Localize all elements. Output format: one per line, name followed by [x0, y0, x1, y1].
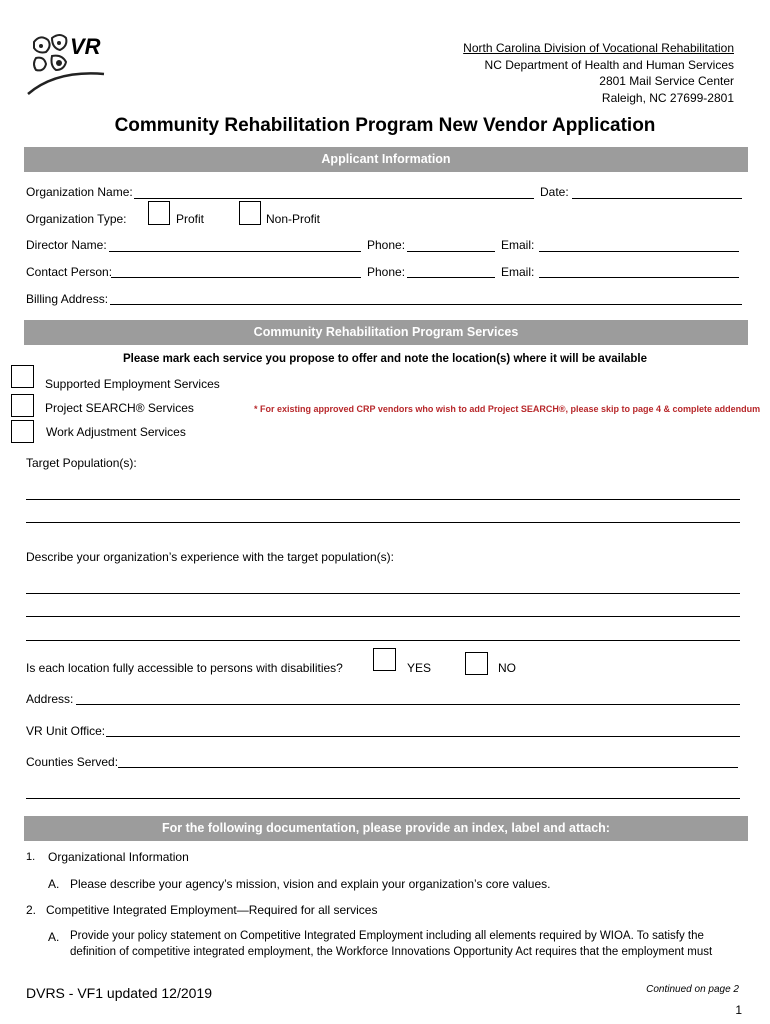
item-1-number: 1.	[26, 851, 36, 863]
accessible-no-checkbox[interactable]	[465, 652, 488, 675]
item-2a-letter: A.	[48, 930, 60, 944]
project-search-label: Project SEARCH® Services	[45, 401, 194, 415]
contact-phone-label: Phone:	[367, 265, 406, 279]
accessible-no-label: NO	[498, 661, 516, 675]
project-search-note: * For existing approved CRP vendors who wish to add Project SEARCH®, please skip to page 4 & complete addendum	[254, 404, 761, 414]
date-field[interactable]	[572, 198, 742, 199]
form-id: DVRS - VF1 updated 12/2019	[26, 985, 213, 1001]
counties-field-line-2[interactable]	[26, 798, 740, 799]
accessible-yes-label: YES	[407, 661, 432, 675]
director-phone-field[interactable]	[407, 251, 495, 252]
billing-label: Billing Address:	[26, 292, 109, 306]
item-2-number: 2.	[26, 903, 37, 917]
item-1a-text: Please describe your agency’s mission, vision and explain your organization’s core values.	[70, 877, 551, 891]
director-phone-label: Phone:	[367, 238, 406, 252]
address-field[interactable]	[76, 704, 740, 705]
address-label: Address:	[26, 692, 74, 706]
experience-line-3[interactable]	[26, 640, 740, 641]
target-population-label: Target Population(s):	[26, 456, 137, 470]
item-1-text: Organizational Information	[48, 850, 189, 864]
department-name: NC Department of Health and Human Services	[484, 57, 734, 72]
contact-label: Contact Person:	[26, 265, 113, 279]
vr-logo	[26, 30, 116, 100]
target-population-line-2[interactable]	[26, 522, 740, 523]
target-population-line-1[interactable]	[26, 499, 740, 500]
logo-text: VR	[70, 34, 101, 59]
experience-line-2[interactable]	[26, 616, 740, 617]
agency-address	[463, 40, 734, 106]
supported-employment-checkbox[interactable]	[11, 365, 34, 388]
vr-unit-field[interactable]	[106, 736, 740, 737]
profit-checkbox[interactable]	[148, 201, 170, 225]
item-2a-text-line-2: definition of competitive integrated employment, the Workforce Innovations Opportunity Act requires that the employment must	[70, 946, 713, 958]
vr-unit-label: VR Unit Office:	[26, 724, 106, 738]
org-name-label: Organization Name:	[26, 185, 133, 199]
continued-note: Continued on page 2	[646, 984, 739, 995]
profit-label: Profit	[176, 212, 205, 226]
director-email-field[interactable]	[539, 251, 739, 252]
contact-email-field[interactable]	[539, 277, 739, 278]
date-label: Date:	[540, 185, 569, 199]
accessible-label: Is each location fully accessible to persons with disabilities?	[26, 661, 343, 675]
project-search-checkbox[interactable]	[11, 394, 34, 417]
counties-field[interactable]	[118, 767, 738, 768]
accessible-yes-checkbox[interactable]	[373, 648, 396, 671]
experience-label: Describe your organization’s experience with the target population(s):	[26, 550, 394, 564]
agency-name-link[interactable]: North Carolina Division of Vocational Rehabilitation	[463, 41, 734, 55]
contact-field[interactable]	[111, 277, 361, 278]
billing-field[interactable]	[110, 304, 742, 305]
org-type-label: Organization Type:	[26, 212, 127, 226]
work-adjustment-checkbox[interactable]	[11, 420, 34, 443]
item-2a-text-line-1: Provide your policy statement on Competitive Integrated Employment including all elements required by WIOA. To satisfy the	[70, 930, 704, 942]
counties-label: Counties Served:	[26, 755, 119, 769]
documentation-section-header: For the following documentation, please provide an index, label and attach:	[24, 816, 748, 841]
page-number: 1	[735, 1003, 742, 1017]
nonprofit-label: Non-Profit	[266, 212, 321, 226]
supported-employment-label: Supported Employment Services	[45, 377, 220, 391]
applicant-section-header: Applicant Information	[24, 147, 748, 172]
experience-line-1[interactable]	[26, 593, 740, 594]
item-2-text: Competitive Integrated Employment—Required for all services	[46, 903, 378, 917]
services-instruction: Please mark each service you propose to offer and note the location(s) where it will be available	[122, 353, 648, 365]
page-title: Community Rehabilitation Program New Vendor Application	[114, 115, 656, 136]
director-field[interactable]	[109, 251, 361, 252]
contact-email-label: Email:	[501, 265, 535, 279]
director-email-label: Email:	[501, 238, 535, 252]
contact-phone-field[interactable]	[407, 277, 495, 278]
director-label: Director Name:	[26, 238, 107, 252]
city-state-zip: Raleigh, NC 27699-2801	[601, 90, 734, 105]
mail-center: 2801 Mail Service Center	[599, 74, 734, 88]
org-name-field[interactable]	[134, 198, 534, 199]
item-1a-letter: A.	[48, 877, 60, 891]
work-adjustment-label: Work Adjustment Services	[46, 425, 186, 439]
services-section-header: Community Rehabilitation Program Services	[24, 320, 748, 345]
nonprofit-checkbox[interactable]	[239, 201, 261, 225]
